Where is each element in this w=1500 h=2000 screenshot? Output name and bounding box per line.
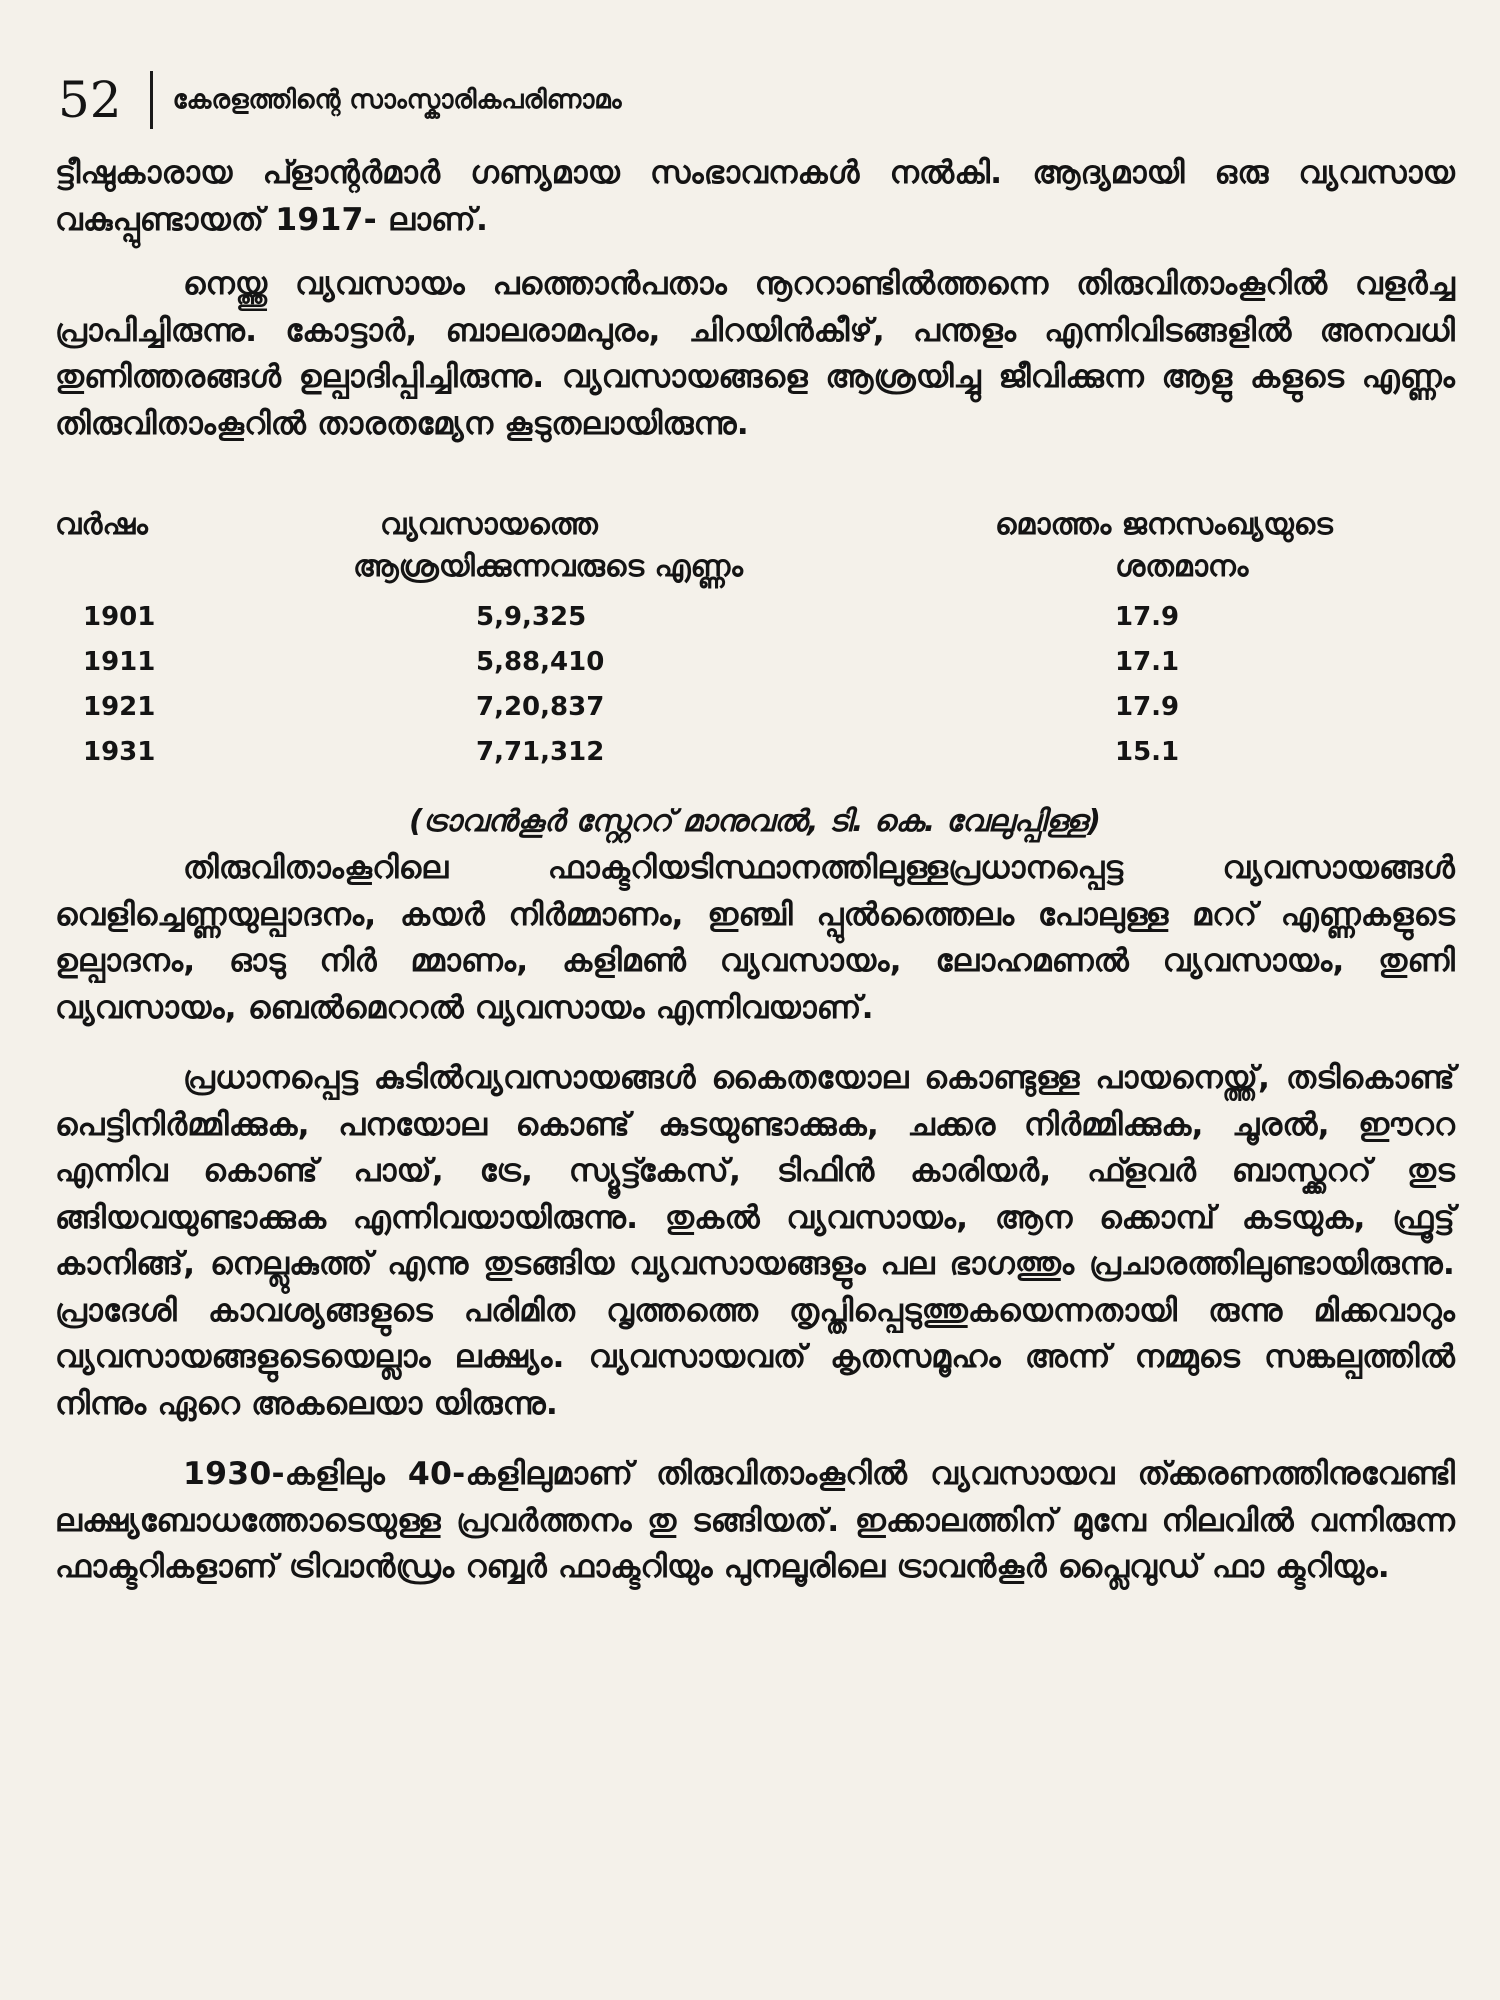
table-row-2-year: 1911 (83, 647, 156, 677)
running-title: കേരളത്തിന്റെ സാംസ്കാരികപരിണാമം (172, 84, 622, 115)
table-row-4-count: 7,71,312 (476, 737, 605, 767)
header-count-line1: വ്യവസായത്തെ (380, 507, 598, 542)
table-row-3-percent: 17.9 (1115, 692, 1180, 722)
paragraph-3: തിരുവിതാംകൂറിലെ ഫാക്ടറിയടിസ്ഥാനത്തിലുള്ളപ്രധാനപ്പെട്ട വ്യവസായങ്ങൾ വെളിച്ചെണ്ണയുല്പാദനം, കയർ നിർമ്മാണം, ഇഞ്ചി പ്പുൽത്തൈലം പോലുള്ള മററ് എണ്ണകളുടെ ഉല്പാദനം, ഓടു നിർ മ്മാണം, കളിമൺ വ്യവസായം, ലോഹമണൽ വ്യവസായം, തുണി വ്യവസായം, ബെൽമെററൽ വ്യവസായം എന്നിവയാണ്. (55, 850, 1455, 1026)
table-row-3-year: 1921 (83, 692, 156, 722)
table-row-2-percent: 17.1 (1115, 647, 1180, 677)
paragraph-2: നെയ്ത്തു വ്യവസായം പത്തൊൻപതാം നൂററാണ്ടിൽത്തന്നെ തിരുവിതാംകൂറിൽ വളർച്ച പ്രാപിച്ചിരുന്നു. കോട്ടാർ, ബാലരാമപുരം, ചിറയിൻകീഴ്, പന്തളം എന്നിവിടങ്ങളിൽ അനവധി തുണിത്തരങ്ങൾ ഉല്പാദിപ്പിച്ചിരുന്നു. വ്യവസായങ്ങളെ ആശ്രയിച്ചു ജീവിക്കുന്ന ആളു കളുടെ എണ്ണം തിരുവിതാംകൂറിൽ താരതമ്യേന കൂടുതലായിരുന്നു. (55, 266, 1455, 442)
statistics-table (55, 505, 1455, 799)
header-divider (150, 71, 153, 129)
page-body (55, 150, 1455, 1591)
table-row-1-year: 1901 (83, 602, 156, 632)
table-row-2-count: 5,88,410 (476, 647, 605, 677)
header-count-line2: ആശ്രയിക്കുന്നവരുടെ എണ്ണം (353, 549, 743, 584)
table-row-4-year: 1931 (83, 737, 156, 767)
header-percent-line2: ശതമാനം (1115, 549, 1249, 584)
table-source-citation: (ട്രാവൻകൂർ സ്റ്റേററ് മാനുവൽ, ടി. കെ. വേലുപ്പിള്ള) (409, 804, 1101, 839)
header-year: വർഷം (55, 507, 148, 542)
page-header (58, 68, 622, 132)
table-row-1-percent: 17.9 (1115, 602, 1180, 632)
table-row-4-percent: 15.1 (1115, 737, 1180, 767)
paragraph-5: 1930-കളിലും 40-കളിലുമാണ് തിരുവിതാംകൂറിൽ വ്യവസായവ ത്ക്കരണത്തിനുവേണ്ടി ലക്ഷ്യബോധത്തോടെയുള്ള പ്രവർത്തനം തു ടങ്ങിയത്. ഇക്കാലത്തിന് മുമ്പേ നിലവിൽ വന്നിരുന്ന ഫാക്ടറികളാണ് ട്രിവാൻഡ്രം റബ്ബർ ഫാക്ടറിയും പുനലൂരിലെ ട്രാവൻകൂർ പ്ലൈവുഡ് ഫാ ക്ടറിയും. (55, 1456, 1455, 1585)
table-row-1-count: 5,9,325 (476, 602, 587, 632)
paragraph-1: ട്ടീഷുകാരായ പ്ളാന്റർമാർ ഗണ്യമായ സംഭാവനകൾ നൽകി. ആദ്യമായി ഒരു വ്യവസായ വകുപ്പുണ്ടായത് 1917- ലാണ്. (55, 155, 1455, 238)
table-row-3-count: 7,20,837 (476, 692, 605, 722)
page-number: 52 (58, 71, 122, 129)
header-percent-line1: മൊത്തം ജനസംഖ്യയുടെ (995, 507, 1333, 542)
paragraph-4: പ്രധാനപ്പെട്ട കുടിൽവ്യവസായങ്ങൾ കൈതയോല കൊണ്ടുള്ള പായനെയ്ത്ത്, തടികൊണ്ട് പെട്ടിനിർമ്മിക്കുക, പനയോല കൊണ്ട് കുടയുണ്ടാക്കുക, ചക്കര നിർമ്മിക്കുക, ചൂരൽ, ഈററ എന്നിവ കൊണ്ട് പായ്, ട്രേ, സ്യൂട്ട്കേസ്, ടിഫിൻ കാരിയർ, ഫ്ളവർ ബാസ്ക്കററ് തുട ങ്ങിയവയുണ്ടാക്കുക എന്നിവയായിരുന്നു. തുകൽ വ്യവസായം, ആന ക്കൊമ്പ് കടയുക, ഫ്രൂട്ട് കാനിങ്ങ്, നെല്ലുകുത്ത് എന്നു തുടങ്ങിയ വ്യവസായങ്ങളും പല ഭാഗത്തും പ്രചാരത്തിലുണ്ടായിരുന്നു. പ്രാദേശി കാവശ്യങ്ങളുടെ പരിമിത വൃത്തത്തെ തൃപ്തിപ്പെടുത്തുകയെന്നതായി രുന്നു മിക്കവാറും വ്യവസായങ്ങളുടെയെല്ലാം ലക്ഷ്യം. വ്യവസായവത് കൃതസമൂഹം അന്ന് നമ്മുടെ സങ്കല്പത്തിൽ നിന്നും ഏറെ അകലെയാ യിരുന്നു. (55, 1060, 1455, 1422)
